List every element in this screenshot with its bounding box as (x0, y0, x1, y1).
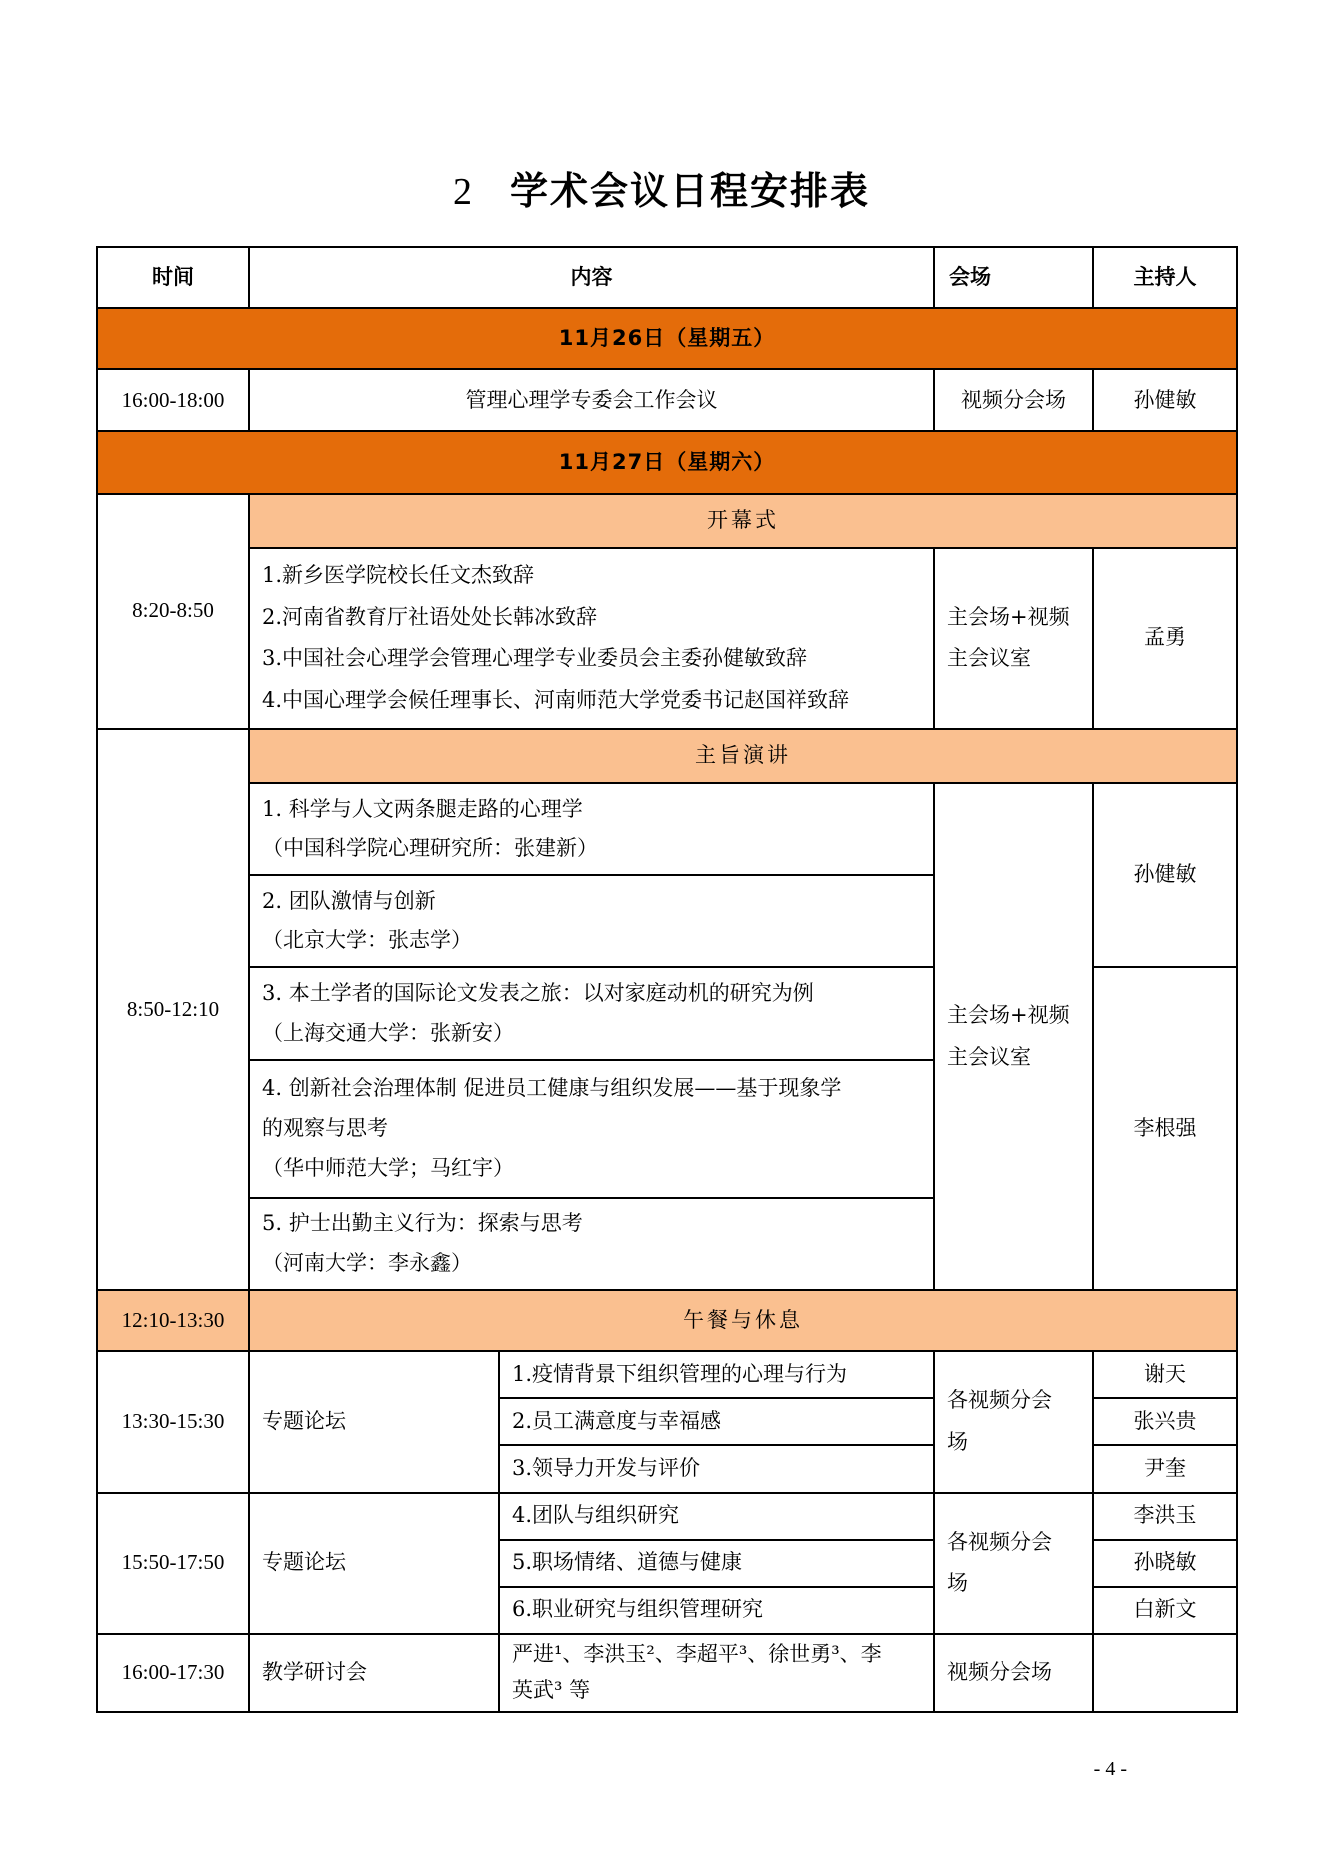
talk-title-continued: 的观察与思考 (262, 1115, 388, 1140)
opening-item: 2.河南省教育厅社语处处长韩冰致辞 (262, 604, 598, 629)
talk-speaker: （河南大学：李永鑫） (262, 1251, 472, 1276)
forum-host: 张兴贵 (1093, 1398, 1237, 1445)
forum-host: 孙晓敏 (1093, 1540, 1237, 1587)
forum-topic: 3.领导力开发与评价 (499, 1445, 934, 1492)
forum-topic: 2.员工满意度与幸福感 (499, 1398, 934, 1445)
venue-line: 各视频分会 (947, 1529, 1052, 1554)
teaching-row (97, 1634, 1237, 1712)
keynote-talk (249, 783, 934, 875)
forum-topic: 5.职场情绪、道德与健康 (499, 1540, 934, 1587)
keynote-time: 8:50-12:10 (97, 729, 249, 1290)
people-line: 英武³ 等 (512, 1677, 591, 1702)
venue-line: 主会场+视频 (947, 604, 1070, 629)
venue-line: 场 (947, 1571, 968, 1596)
venue-line: 主会场+视频 (947, 1003, 1070, 1027)
opening-items (249, 548, 934, 729)
forum2-time: 15:50-17:50 (97, 1493, 249, 1634)
opening-venue (934, 548, 1093, 729)
venue-line: 各视频分会 (947, 1388, 1052, 1413)
teaching-host (1093, 1634, 1237, 1712)
keynote-host-a: 孙健敏 (1093, 783, 1237, 967)
page-title (0, 160, 1323, 215)
venue-line: 场 (947, 1429, 968, 1454)
opening-body-row (97, 548, 1237, 729)
lunch-title: 午餐与休息 (249, 1290, 1237, 1351)
talk-title: 2. 团队激情与创新 (262, 888, 436, 913)
forum-host: 尹奎 (1093, 1445, 1237, 1492)
talk-title: 3. 本土学者的国际论文发表之旅：以对家庭动机的研究为例 (262, 980, 814, 1005)
header-content: 内容 (249, 247, 934, 308)
lunch-time: 12:10-13:30 (97, 1290, 249, 1351)
keynote-talk (249, 875, 934, 967)
talk-speaker: （中国科学院心理研究所：张建新） (262, 836, 598, 861)
keynote-talk (249, 1198, 934, 1290)
forum1-venue (934, 1351, 1093, 1492)
talk-title: 4. 创新社会治理体制 促进员工健康与组织发展——基于现象学 (262, 1076, 842, 1101)
forum-host: 李洪玉 (1093, 1493, 1237, 1540)
talk-title: 5. 护士出勤主义行为：探索与思考 (262, 1211, 583, 1236)
venue-line: 主会议室 (947, 1044, 1031, 1069)
teaching-venue: 视频分会场 (934, 1634, 1093, 1712)
date-label: 11月27日（星期六） (97, 431, 1237, 493)
page-number: - 4 - (1093, 1758, 1127, 1780)
date-row-day1 (97, 308, 1237, 369)
opening-item: 4.中国心理学会候任理事长、河南师范大学党委书记赵国祥致辞 (262, 687, 850, 712)
keynote-title: 主旨演讲 (249, 729, 1237, 783)
opening-title: 开幕式 (249, 494, 1237, 548)
opening-time: 8:20-8:50 (97, 494, 249, 729)
header-time: 时间 (97, 247, 249, 308)
forum2-row (97, 1493, 1237, 1540)
forum-topic: 6.职业研究与组织管理研究 (499, 1587, 934, 1634)
lunch-row (97, 1290, 1237, 1351)
teaching-people (499, 1634, 934, 1712)
section-number: 2 (452, 171, 474, 213)
talk-speaker: （上海交通大学：张新安） (262, 1020, 514, 1045)
keynote-talk-row (97, 783, 1237, 875)
teaching-type: 教学研讨会 (249, 1634, 499, 1712)
opening-item: 3.中国社会心理学会管理心理学专业委员会主委孙健敏致辞 (262, 646, 808, 671)
keynote-talk (249, 967, 934, 1059)
keynote-title-row (97, 729, 1237, 783)
forum-topic: 4.团队与组织研究 (499, 1493, 934, 1540)
forum1-time: 13:30-15:30 (97, 1351, 249, 1492)
opening-host: 孟勇 (1093, 548, 1237, 729)
date-label: 11月26日（星期五） (97, 308, 1237, 369)
schedule-table (96, 246, 1238, 1713)
forum-host: 白新文 (1093, 1587, 1237, 1634)
talk-title: 1. 科学与人文两条腿走路的心理学 (262, 796, 583, 821)
session-content: 管理心理学专委会工作会议 (249, 369, 934, 431)
venue-line: 主会议室 (947, 646, 1031, 671)
session-time: 16:00-18:00 (97, 369, 249, 431)
header-venue: 会场 (934, 247, 1093, 308)
teaching-time: 16:00-17:30 (97, 1634, 249, 1712)
session-host: 孙健敏 (1093, 369, 1237, 431)
forum2-venue (934, 1493, 1093, 1634)
talk-speaker: （北京大学：张志学） (262, 928, 472, 953)
opening-item: 1.新乡医学院校长任文杰致辞 (262, 563, 535, 588)
header-row (97, 247, 1237, 308)
title-text: 学术会议日程安排表 (509, 169, 870, 213)
forum2-type: 专题论坛 (249, 1493, 499, 1634)
header-host: 主持人 (1093, 247, 1237, 308)
keynote-talk (249, 1060, 934, 1198)
people-line: 严进¹、李洪玉²、李超平³、徐世勇³、李 (512, 1642, 882, 1667)
session-venue: 视频分会场 (934, 369, 1093, 431)
forum-topic: 1.疫情背景下组织管理的心理与行为 (499, 1351, 934, 1398)
opening-title-row (97, 494, 1237, 548)
forum1-row (97, 1351, 1237, 1398)
table-row (97, 369, 1237, 431)
forum1-type: 专题论坛 (249, 1351, 499, 1492)
keynote-host-b: 李根强 (1093, 967, 1237, 1290)
keynote-venue (934, 783, 1093, 1290)
forum-host: 谢天 (1093, 1351, 1237, 1398)
date-row-day2 (97, 431, 1237, 493)
talk-speaker: （华中师范大学；马红宇） (262, 1155, 514, 1180)
